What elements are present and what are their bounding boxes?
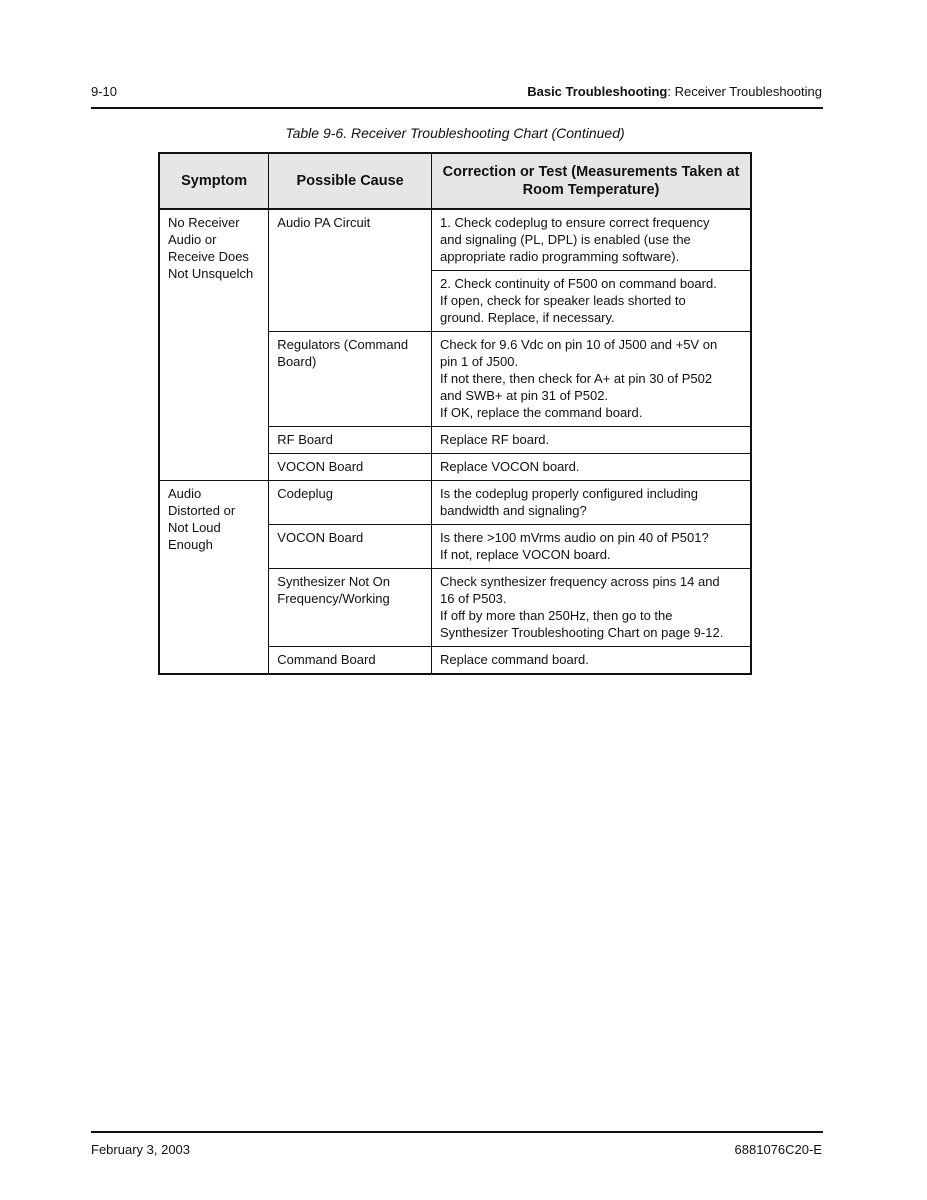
header-symptom: Symptom bbox=[159, 153, 269, 209]
section-separator: : bbox=[667, 84, 675, 99]
cell-line: bandwidth and signaling? bbox=[440, 503, 587, 518]
cause-cell bbox=[269, 569, 432, 647]
test-cell bbox=[432, 647, 751, 675]
cell-line: Audio bbox=[168, 486, 202, 501]
test-cell bbox=[432, 332, 751, 427]
cell-line: If OK, replace the command board. bbox=[440, 405, 643, 420]
symptom-cell bbox=[159, 209, 269, 481]
cell-line: Replace VOCON board. bbox=[440, 459, 580, 474]
cell-line: RF Board bbox=[277, 432, 333, 447]
test-cell bbox=[432, 569, 751, 647]
cell-line: Is the codeplug properly configured including bbox=[440, 486, 699, 501]
cell-line: If off by more than 250Hz, then go to the bbox=[440, 608, 673, 623]
cell-line: Not Loud bbox=[168, 520, 221, 535]
cell-line: VOCON Board bbox=[277, 530, 364, 545]
symptom-cell bbox=[159, 481, 269, 675]
running-header bbox=[527, 84, 822, 99]
test-cell bbox=[432, 525, 751, 569]
cell-line: appropriate radio programming software). bbox=[440, 249, 680, 264]
cell-line: Not Unsquelch bbox=[168, 266, 254, 281]
cause-cell bbox=[269, 525, 432, 569]
test-cell bbox=[432, 481, 751, 525]
page-number: 9-10 bbox=[91, 84, 118, 99]
table-row bbox=[159, 481, 751, 525]
cause-cell bbox=[269, 481, 432, 525]
test-cell bbox=[432, 454, 751, 481]
cell-line: Regulators (Command bbox=[277, 337, 409, 352]
cell-line: Is there >100 mVrms audio on pin 40 of P501? bbox=[440, 530, 709, 545]
cell-line: Board) bbox=[277, 354, 317, 369]
section-title: Basic Troubleshooting bbox=[527, 84, 668, 99]
cell-line: pin 1 of J500. bbox=[440, 354, 519, 369]
subsection-title: Receiver Troubleshooting bbox=[674, 84, 822, 99]
table-row bbox=[159, 209, 751, 271]
cell-line: Check for 9.6 Vdc on pin 10 of J500 and +5V on bbox=[440, 337, 718, 352]
cell-line: Replace RF board. bbox=[440, 432, 550, 447]
cell-line: Check synthesizer frequency across pins 14 and bbox=[440, 574, 720, 589]
cause-cell bbox=[269, 332, 432, 427]
cell-line: Receive Does bbox=[168, 249, 249, 264]
table-header-row bbox=[159, 153, 751, 209]
cause-cell bbox=[269, 454, 432, 481]
footer-doc-number: 6881076C20-E bbox=[734, 1142, 822, 1157]
footer-rule bbox=[91, 1131, 823, 1133]
test-cell bbox=[432, 271, 751, 332]
cell-line: Audio or bbox=[168, 232, 217, 247]
cell-line: Command Board bbox=[277, 652, 376, 667]
table-caption: Table 9-6. Receiver Troubleshooting Chart (Continued) bbox=[285, 125, 625, 141]
cell-line: and SWB+ at pin 31 of P502. bbox=[440, 388, 609, 403]
cell-line: 2. Check continuity of F500 on command board. bbox=[440, 276, 717, 291]
cell-line: VOCON Board bbox=[277, 459, 364, 474]
cell-line: Distorted or bbox=[168, 503, 236, 518]
cell-line: If open, check for speaker leads shorted to bbox=[440, 293, 686, 308]
cell-line: No Receiver bbox=[168, 215, 240, 230]
cell-line: Replace command board. bbox=[440, 652, 589, 667]
cell-line: Synthesizer Troubleshooting Chart on page 9-12. bbox=[440, 625, 724, 640]
cell-line: 1. Check codeplug to ensure correct frequency bbox=[440, 215, 710, 230]
cell-line: If not there, then check for A+ at pin 30 of P502 bbox=[440, 371, 713, 386]
header-possible-cause: Possible Cause bbox=[269, 153, 432, 209]
cause-cell bbox=[269, 427, 432, 454]
cell-line: ground. Replace, if necessary. bbox=[440, 310, 615, 325]
cell-line: Audio PA Circuit bbox=[277, 215, 371, 230]
cell-line: 16 of P503. bbox=[440, 591, 507, 606]
header-correction-or-test: Correction or Test (Measurements Taken at Room Temperature) bbox=[432, 153, 751, 209]
test-cell bbox=[432, 209, 751, 271]
cell-line: If not, replace VOCON board. bbox=[440, 547, 611, 562]
cause-cell bbox=[269, 209, 432, 332]
cell-line: Codeplug bbox=[277, 486, 333, 501]
cell-line: Synthesizer Not On bbox=[277, 574, 390, 589]
troubleshooting-table bbox=[158, 152, 752, 675]
cell-line: and signaling (PL, DPL) is enabled (use the bbox=[440, 232, 691, 247]
header-rule bbox=[91, 107, 823, 109]
cause-cell bbox=[269, 647, 432, 675]
table-body bbox=[159, 209, 751, 674]
cell-line: Enough bbox=[168, 537, 213, 552]
cell-line: Frequency/Working bbox=[277, 591, 390, 606]
footer-date: February 3, 2003 bbox=[91, 1142, 191, 1157]
test-cell bbox=[432, 427, 751, 454]
